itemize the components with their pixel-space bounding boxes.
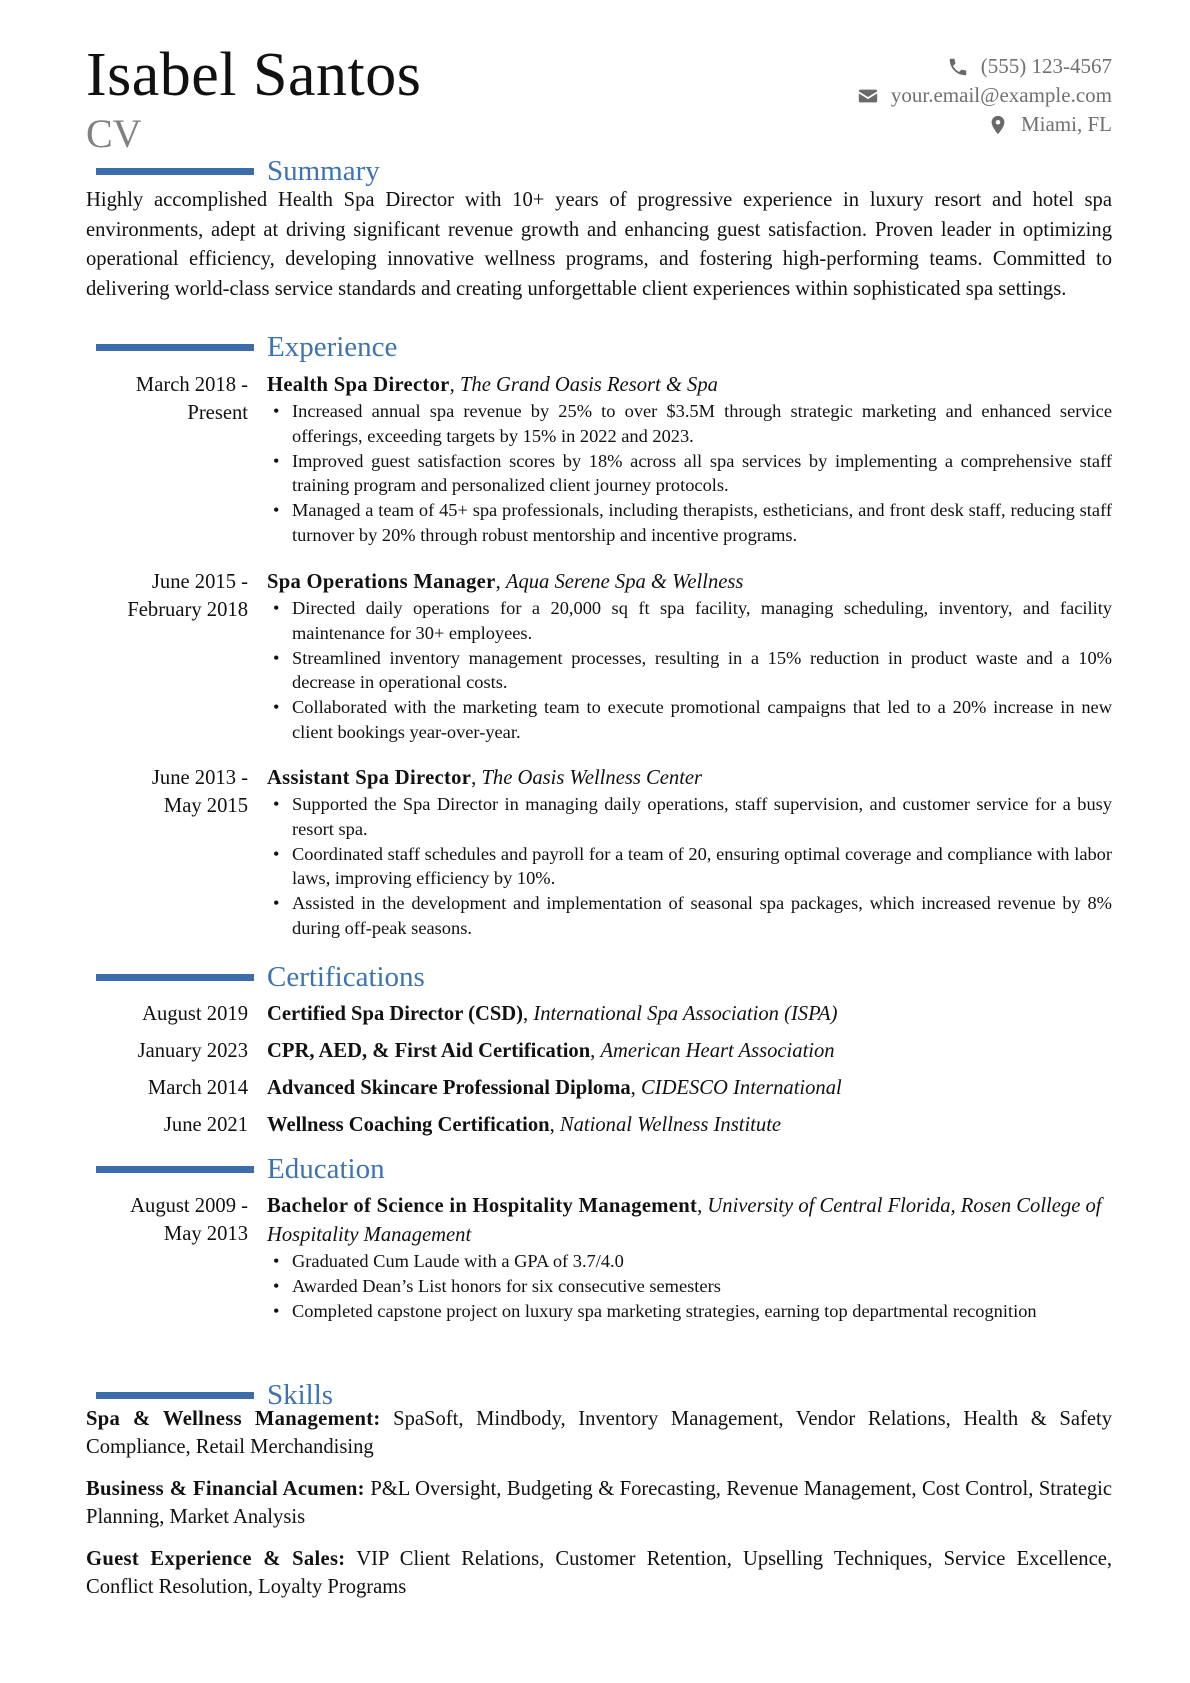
certification-item: June 2021 Wellness Coaching Certification, National Wellness Institute [86, 1111, 1112, 1145]
entry-heading: Bachelor of Science in Hospitality Management, University of Central Florida, Rosen College of Hospitality Management [267, 1195, 1102, 1246]
envelope-icon [857, 85, 879, 107]
cert-issuer: CIDESCO International [640, 1077, 842, 1099]
skill-group [86, 1475, 1112, 1531]
list-item: • Assisted in the development and implementation of seasonal spa packages, which increased revenue by 8% during off-peak seasons. [267, 891, 1112, 941]
certification-item: March 2014 Advanced Skincare Professional Diploma, CIDESCO International [86, 1074, 1112, 1108]
cert-name: CPR, AED, & First Aid Certification [267, 1040, 591, 1062]
list-item: • Completed capstone project on luxury spa marketing strategies, earning top departmental recognition [267, 1299, 1112, 1324]
cert-name: Wellness Coaching Certification [267, 1114, 550, 1136]
contact-email[interactable] [857, 81, 1112, 110]
achievement-list [267, 792, 1112, 941]
job-title: Assistant Spa Director [267, 767, 472, 789]
contact-block [857, 52, 1112, 139]
entry-heading: Assistant Spa Director, The Oasis Wellness Center [267, 767, 703, 789]
section-accent-bar [96, 344, 254, 351]
section-title: Summary [267, 155, 380, 187]
entry-date [86, 371, 248, 427]
employer: Aqua Serene Spa & Wellness [505, 571, 744, 593]
contact-phone[interactable] [857, 52, 1112, 81]
section-header-experience [86, 330, 1112, 364]
cert-issuer: National Wellness Institute [559, 1114, 782, 1136]
employer: The Grand Oasis Resort & Spa [459, 374, 718, 396]
date-start: June 2013 - [151, 767, 248, 789]
section-title: Skills [267, 1379, 334, 1411]
list-item: • Streamlined inventory management processes, resulting in a 15% reduction in product waste and a 10% decrease in operational costs. [267, 646, 1112, 696]
section-header-certifications [86, 960, 1112, 994]
list-item: • Coordinated staff schedules and payroll for a team of 20, ensuring optimal coverage and compliance with labor laws, improving efficiency by 10%. [267, 842, 1112, 892]
section-accent-bar [96, 1392, 254, 1399]
skill-category: Spa & Wellness Management: [86, 1408, 381, 1430]
map-marker-icon [987, 114, 1009, 136]
section-accent-bar [96, 974, 254, 981]
school: University of Central Florida, Rosen College of Hospitality Management [267, 1195, 1102, 1246]
cert-date: March 2014 [147, 1077, 248, 1099]
certification-item: January 2023 CPR, AED, & First Aid Certification, American Heart Association [86, 1037, 1112, 1071]
skill-group [86, 1545, 1112, 1601]
job-title: Spa Operations Manager [267, 571, 496, 593]
list-item: • Collaborated with the marketing team to execute promotional campaigns that led to a 20% increase in new client bookings year-over-year. [267, 695, 1112, 745]
section-accent-bar [96, 1166, 254, 1173]
cert-date: January 2023 [137, 1040, 248, 1062]
date-end: May 2013 [163, 1223, 248, 1245]
cert-name: Advanced Skincare Professional Diploma [267, 1077, 631, 1099]
certification-item: August 2019 Certified Spa Director (CSD), International Spa Association (ISPA) [86, 1000, 1112, 1034]
list-item: • Awarded Dean’s List honors for six consecutive semesters [267, 1274, 1112, 1299]
document-subtitle: CV [86, 111, 142, 156]
location-text: Miami, FL [1020, 112, 1112, 136]
list-item: • Managed a team of 45+ spa professionals, including therapists, estheticians, and front desk staff, reducing staff turnover by 20% through robust mentorship and incentive programs. [267, 498, 1112, 548]
date-start: March 2018 - [135, 374, 248, 396]
cert-date: August 2019 [142, 1003, 248, 1025]
skill-values: SpaSoft, Mindbody, Inventory Management, Vendor Relations, Health & Safety Compliance, Retail Merchandising [86, 1408, 1112, 1458]
phone-icon [947, 56, 969, 78]
date-end: Present [187, 402, 248, 424]
candidate-name: Isabel Santos [86, 41, 422, 109]
email-address: your.email@example.com [890, 83, 1112, 107]
date-start: August 2009 - [130, 1195, 248, 1217]
cert-issuer: American Heart Association [600, 1040, 835, 1062]
list-item: • Increased annual spa revenue by 25% to over $3.5M through strategic marketing and enhanced service offerings, exceeding targets by 15% in 2022 and 2023. [267, 399, 1112, 449]
contact-location [857, 110, 1112, 139]
entry-heading: Health Spa Director, The Grand Oasis Resort & Spa [267, 374, 718, 396]
entry-date [86, 764, 248, 820]
section-title: Education [267, 1153, 385, 1185]
list-item: • Directed daily operations for a 20,000 sq ft spa facility, managing scheduling, inventory, and facility maintenance for 30+ employees. [267, 596, 1112, 646]
cert-date: June 2021 [163, 1114, 248, 1136]
skill-values: VIP Client Relations, Customer Retention, Upselling Techniques, Service Excellence, Conflict Resolution, Loyalty Programs [86, 1548, 1113, 1598]
cert-name: Certified Spa Director (CSD) [267, 1003, 524, 1025]
achievement-list [267, 596, 1112, 745]
job-title: Health Spa Director [267, 374, 450, 396]
date-start: June 2015 - [151, 571, 248, 593]
section-title: Certifications [267, 961, 425, 993]
phone-number: (555) 123-4567 [980, 54, 1112, 78]
section-title: Experience [267, 331, 398, 363]
entry-date [86, 1192, 248, 1248]
section-header-summary [86, 154, 1112, 188]
section-accent-bar [96, 168, 254, 175]
skill-group [86, 1405, 1112, 1461]
date-end: May 2015 [163, 795, 248, 817]
list-item: • Graduated Cum Laude with a GPA of 3.7/4.0 [267, 1249, 1112, 1274]
achievement-list [267, 399, 1112, 548]
section-header-education [86, 1152, 1112, 1186]
entry-date [86, 568, 248, 624]
employer: The Oasis Wellness Center [481, 767, 703, 789]
cert-issuer: International Spa Association (ISPA) [533, 1003, 838, 1025]
list-item: • Improved guest satisfaction scores by 18% across all spa services by implementing a comprehensive staff training program and personalized client journey protocols. [267, 449, 1112, 499]
skill-category: Business & Financial Acumen: [86, 1478, 365, 1500]
skill-category: Guest Experience & Sales: [86, 1548, 346, 1570]
degree: Bachelor of Science in Hospitality Management [267, 1195, 698, 1217]
list-item: • Supported the Spa Director in managing daily operations, staff supervision, and customer service for a busy resort spa. [267, 792, 1112, 842]
summary-text: Highly accomplished Health Spa Director with 10+ years of progressive experience in luxury resort and hotel spa environments, adept at driving significant revenue growth and enhancing guest satisfaction. Proven leader in optimizing operational efficiency, developing innovative wellness programs, and fostering high-performing teams. Committed to delivering world-class service standards and creating unforgettable client experiences within sophisticated spa settings. [86, 189, 1112, 300]
skill-values: P&L Oversight, Budgeting & Forecasting, Revenue Management, Cost Control, Strategic Planning, Market Analysis [86, 1478, 1113, 1528]
entry-heading: Spa Operations Manager, Aqua Serene Spa & Wellness [267, 571, 744, 593]
education-highlights [267, 1249, 1112, 1323]
date-end: February 2018 [127, 599, 248, 621]
